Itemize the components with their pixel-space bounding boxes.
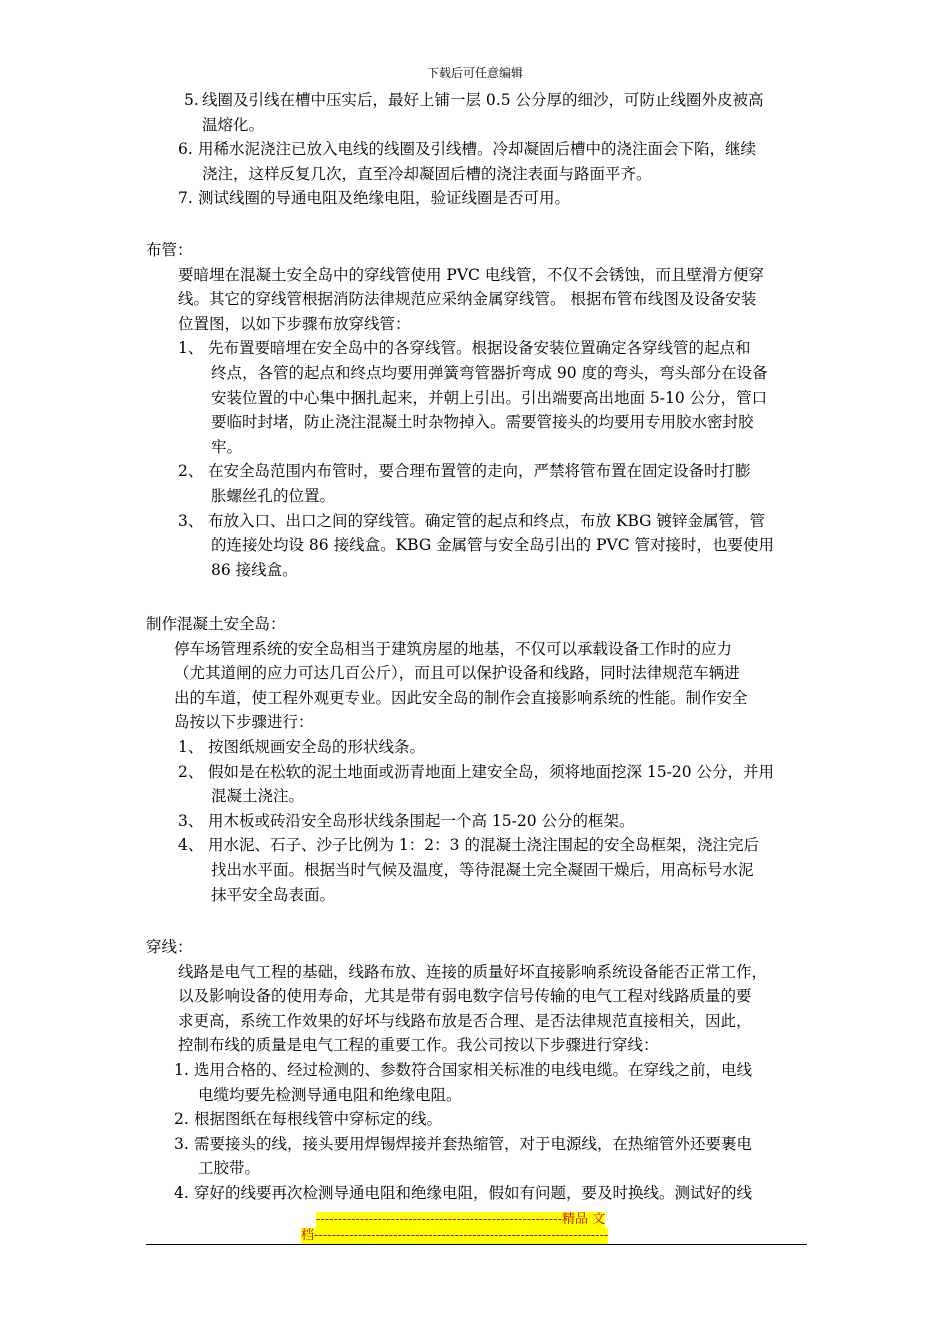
list-item bbox=[146, 137, 808, 186]
section-heading-pipe: 布管： bbox=[146, 241, 193, 259]
paragraph-line: 停车场管理系统的安全岛相当于建筑房屋的地基，不仅可以承载设备工作时的应力 bbox=[174, 639, 733, 658]
list-item-line: 工胶带。 bbox=[198, 1159, 261, 1178]
numbered-list bbox=[146, 336, 808, 582]
list-item-line: 用水泥、石子、沙子比例为 1：2：3 的混凝土浇注围起的安全岛框架，浇注完后 bbox=[208, 836, 759, 855]
list-item-line: 在安全岛范围内布管时，要合理布置管的走向，严禁将管布置在固定设备时打膨 bbox=[208, 462, 751, 481]
list-item-line: 的连接处均设 86 接线盒。KBG 金属管与安全岛引出的 PVC 管对接时，也要使用 bbox=[211, 536, 774, 555]
section-island bbox=[146, 612, 808, 907]
paragraph-line: （尤其道闸的应力可达几百公斤），而且可以保护设备和线路，同时法律规范车辆进 bbox=[174, 664, 740, 683]
paragraph-line: 线路是电气工程的基础，线路布放、连接的质量好坏直接影响系统设备能否正常工作， bbox=[178, 962, 768, 981]
section-pipe bbox=[146, 238, 808, 582]
paragraph-line: 位置图，以如下步骤布放穿线管： bbox=[178, 314, 411, 333]
list-item bbox=[174, 1181, 808, 1206]
list-item-number: 3. bbox=[174, 1134, 189, 1153]
list-item bbox=[178, 760, 808, 809]
section-heading-island: 制作混凝土安全岛： bbox=[146, 615, 286, 633]
list-item-line: 线圈及引线在槽中压实后，最好上铺一层 0.5 公分厚的细沙，可防止线圈外皮被高 bbox=[202, 91, 764, 109]
list-item-number: 4、 bbox=[178, 836, 204, 855]
list-item-number: 2. bbox=[174, 1110, 189, 1129]
list-item-line: 按图纸规画安全岛的形状线条。 bbox=[208, 737, 426, 756]
list-item-line: 根据图纸在每根线管中穿标定的线。 bbox=[194, 1110, 443, 1129]
list-item-number: 5. bbox=[184, 91, 199, 109]
paragraph-line: 要暗埋在混凝土安全岛中的穿线管使用 PVC 电线管，不仅不会锈蚀，而且壁滑方便穿 bbox=[178, 265, 764, 284]
list-item bbox=[174, 1132, 808, 1181]
list-item bbox=[174, 1058, 808, 1107]
paragraph-line: 求更高，系统工作效果的好坏与线路布放是否合理、是否法律规范直接相关，因此， bbox=[178, 1011, 752, 1030]
list-item-line: 86 接线盒。 bbox=[211, 560, 298, 579]
list-item-line: 浇注，这样反复几次，直至冷却凝固后槽的浇注表面与路面平齐。 bbox=[202, 164, 652, 183]
page-header: 下载后可任意编辑 bbox=[426, 66, 523, 80]
paragraph-line: 以及影响设备的使用寿命，尤其是带有弱电数字信号传输的电气工程对线路质量的要 bbox=[178, 987, 752, 1006]
paragraph-line: 控制布线的质量是电气工程的重要工作。我公司按以下步骤进行穿线： bbox=[178, 1036, 659, 1055]
list-item bbox=[178, 459, 808, 508]
list-item-line: 终点，各管的起点和终点均要用弹簧弯管器折弯成 90 度的弯头，弯头部分在设备 bbox=[211, 363, 768, 382]
section-paragraph bbox=[146, 263, 808, 337]
numbered-list bbox=[146, 735, 808, 907]
list-item-number: 1、 bbox=[178, 339, 204, 358]
list-item-line: 先布置要暗埋在安全岛中的各穿线管。根据设备安装位置确定各穿线管的起点和 bbox=[208, 339, 751, 358]
list-item bbox=[178, 809, 808, 834]
list-item-line: 安装位置的中心集中捆扎起来，并朝上引出。引出端要高出地面 5-10 公分，管口 bbox=[211, 388, 768, 407]
paragraph-line: 线。其它的穿线管根据消防法律规范应采纳金属穿线管。 根据布管布线图及设备安装 bbox=[178, 290, 757, 309]
list-item-line: 用木板或砖沿安全岛形状线条围起一个高 15-20 公分的框架。 bbox=[208, 811, 635, 830]
list-item-line: 用稀水泥浇注已放入电线的线圈及引线槽。冷却凝固后槽中的浇注面会下陷，继续 bbox=[198, 140, 757, 159]
list-item-line: 穿好的线要再次检测导通电阻和绝缘电阻，假如有问题，要及时换线。测试好的线 bbox=[194, 1183, 753, 1202]
list-item-line: 找出水平面。根据当时气候及温度，等待混凝土完全凝固干燥后，用高标号水泥 bbox=[211, 860, 754, 879]
paragraph-line: 出的车道，使工程外观更专业。因此安全岛的制作会直接影响系统的性能。制作安全 bbox=[174, 688, 748, 707]
list-item-line: 测试线圈的导通电阻及绝缘电阻，验证线圈是否可用。 bbox=[198, 189, 571, 208]
list-item bbox=[174, 1107, 808, 1132]
list-item-line: 选用合格的、经过检测的、参数符合国家相关标准的电线电缆。在穿线之前，电线 bbox=[194, 1060, 753, 1079]
list-item-number: 7. bbox=[178, 189, 193, 208]
section-paragraph bbox=[146, 960, 808, 1058]
list-item bbox=[178, 336, 808, 459]
paragraph-line: 岛按以下步骤进行： bbox=[174, 713, 314, 732]
footer-watermark-line2: 档------------------------------------------------------------------- bbox=[301, 1228, 609, 1243]
list-item-line: 牢。 bbox=[211, 437, 243, 456]
section-heading-wire: 穿线： bbox=[146, 938, 193, 956]
list-item bbox=[178, 735, 808, 760]
list-item bbox=[178, 833, 808, 907]
list-item-number: 1. bbox=[174, 1060, 189, 1079]
list-item-line: 要临时封堵，防止浇注混凝土时杂物掉入。需要管接头的均要用专用胶水密封胶 bbox=[211, 413, 754, 432]
list-item-line: 假如是在松软的泥土地面或沥青地面上建安全岛，须将地面挖深 15-20 公分，并用 bbox=[208, 762, 775, 781]
list-item-line: 温熔化。 bbox=[202, 115, 265, 134]
list-item-number: 1、 bbox=[178, 737, 204, 756]
list-item-number: 3、 bbox=[178, 511, 204, 530]
list-item bbox=[178, 509, 808, 583]
numbered-list bbox=[146, 1058, 808, 1206]
list-item-number: 2、 bbox=[178, 762, 204, 781]
list-item-line: 胀螺丝孔的位置。 bbox=[211, 486, 336, 505]
section-wire bbox=[146, 935, 808, 1206]
list-item-number: 6. bbox=[178, 140, 193, 159]
list-item-line: 电缆均要先检测导通电阻和绝缘电阻。 bbox=[198, 1085, 462, 1104]
list-item-line: 需要接头的线，接头要用焊锡焊接并套热缩管，对于电源线，在热缩管外还要裹电 bbox=[194, 1134, 753, 1153]
list-item-line: 布放入口、出口之间的穿线管。确定管的起点和终点，布放 KBG 镀锌金属管，管 bbox=[208, 511, 765, 530]
list-item bbox=[146, 88, 808, 137]
footer-divider bbox=[146, 1244, 807, 1245]
list-item bbox=[146, 186, 808, 211]
footer-watermark-line1: --------------------------------------------------------精品 文 bbox=[316, 1212, 606, 1227]
section-paragraph bbox=[146, 637, 808, 735]
list-item-number: 2、 bbox=[178, 462, 204, 481]
list-item-line: 抹平安全岛表面。 bbox=[211, 885, 336, 904]
list-item-number: 4. bbox=[174, 1183, 189, 1202]
list-item-line: 混凝土浇注。 bbox=[211, 787, 305, 806]
list-item-number: 3、 bbox=[178, 811, 204, 830]
intro-items bbox=[146, 88, 808, 211]
